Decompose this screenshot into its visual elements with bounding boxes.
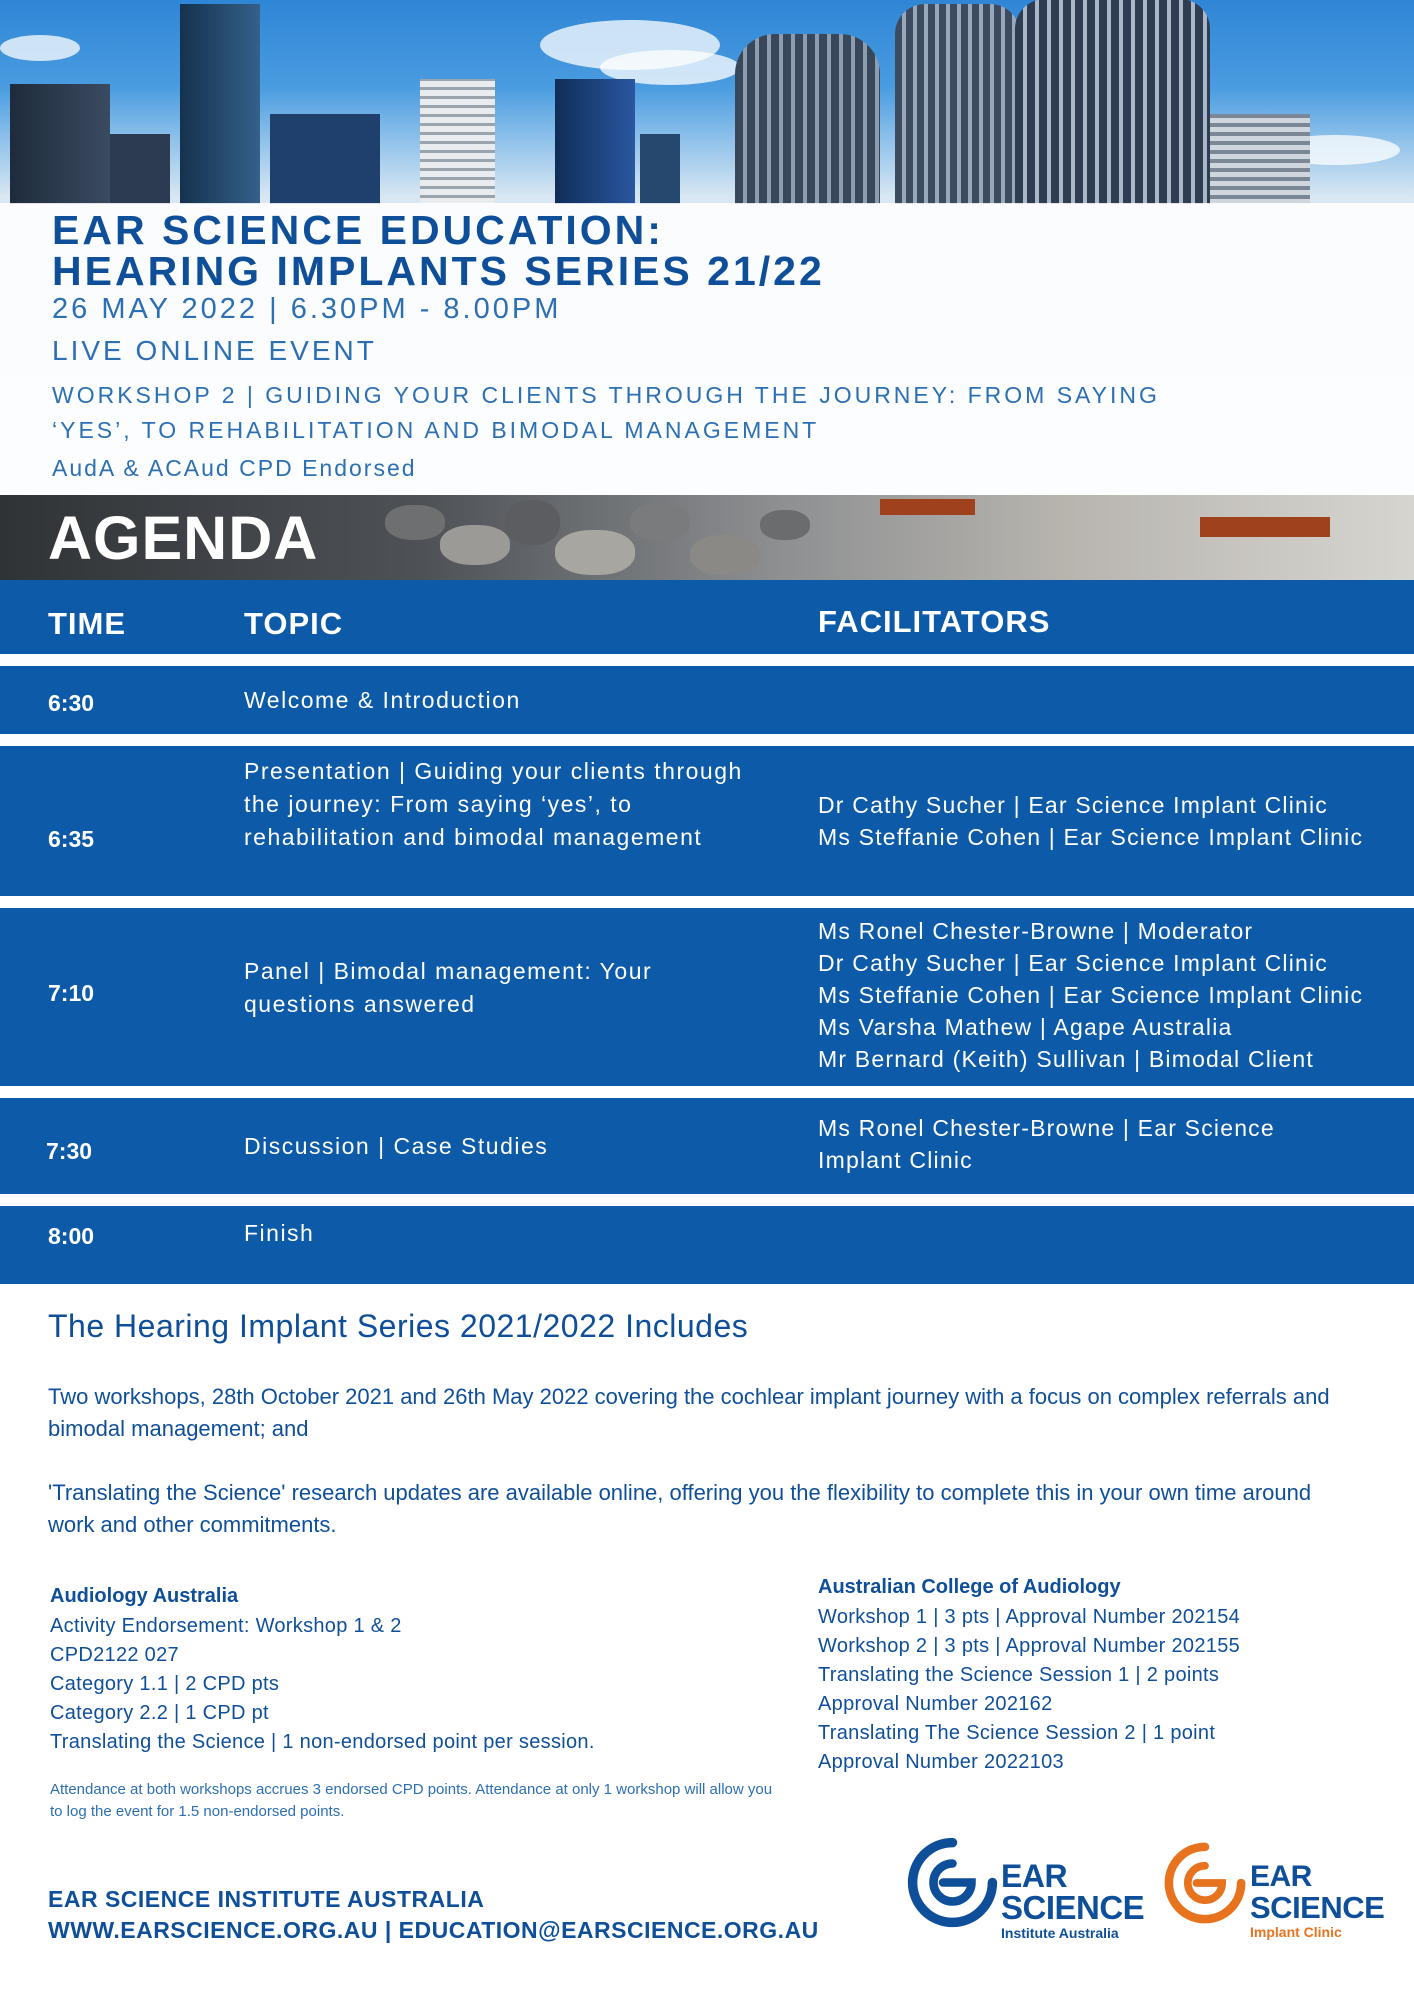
institute-logo-wordmark <box>1001 1858 1145 1926</box>
clinic-logo-line2: SCIENCE <box>1250 1890 1385 1925</box>
agenda-time: 7:10 <box>48 980 95 1006</box>
facilitator: Ms Steffanie Cohen | Ear Science Implant Clinic <box>818 824 1364 850</box>
agenda-header-row <box>0 580 1414 654</box>
audiology-australia-details <box>50 1612 595 1757</box>
footer-org-name: EAR SCIENCE INSTITUTE AUSTRALIA <box>48 1886 485 1912</box>
agenda-time: 8:00 <box>48 1223 95 1249</box>
agenda-row <box>0 908 1414 1086</box>
agenda-topic: Discussion | Case Studies <box>244 1133 549 1159</box>
acaud-details <box>818 1603 1240 1777</box>
cpd-line: Workshop 1 | 3 pts | Approval Number 202154 <box>818 1606 1241 1628</box>
agenda-topic: Finish <box>244 1220 315 1246</box>
agenda-topic: Welcome & Introduction <box>244 687 521 713</box>
agenda-facilitators <box>818 789 1363 853</box>
cpd-line: Translating the Science Session 1 | 2 points <box>818 1664 1220 1686</box>
institute-logo-subtitle: Institute Australia <box>1001 1925 1119 1941</box>
attendance-note: Attendance at both workshops accrues 3 endorsed CPD points. Attendance at only 1 workshop will allow you to log the event for 1.5 non-endorsed points. <box>50 1781 773 1820</box>
agenda-time: 7:30 <box>46 1138 93 1164</box>
facilitator: Implant Clinic <box>818 1147 973 1173</box>
event-title-line1: EAR SCIENCE EDUCATION: <box>52 207 664 253</box>
clinic-logo-subtitle: Implant Clinic <box>1250 1924 1342 1940</box>
series-paragraph-workshops: Two workshops, 28th October 2021 and 26th May 2022 covering the cochlear implant journey with a focus on complex referrals and bimodal management; and <box>48 1384 1330 1441</box>
facilitator: Ms Ronel Chester-Browne | Moderator <box>818 918 1254 944</box>
event-title-line2: HEARING IMPLANTS SERIES 21/22 <box>52 248 825 294</box>
agenda-facilitators <box>818 1112 1275 1176</box>
agenda-time: 6:35 <box>48 826 95 852</box>
cpd-line: Approval Number 2022103 <box>818 1751 1064 1773</box>
cpd-line: Workshop 2 | 3 pts | Approval Number 202155 <box>818 1635 1241 1657</box>
institute-logo-icon <box>905 1835 1000 1930</box>
ear-science-institute-logo <box>905 1835 1145 1945</box>
agenda-row <box>0 1206 1414 1284</box>
facilitator: Ms Ronel Chester-Browne | Ear Science <box>818 1115 1275 1141</box>
footer-contact-links[interactable]: WWW.EARSCIENCE.ORG.AU | EDUCATION@EARSCIENCE.ORG.AU <box>48 1917 819 1943</box>
acaud-heading: Australian College of Audiology <box>818 1576 1121 1598</box>
cpd-line: Category 2.2 | 1 CPD pt <box>50 1702 269 1724</box>
institute-logo-line1: EAR <box>1001 1858 1068 1894</box>
workshop-title-line1: WORKSHOP 2 | GUIDING YOUR CLIENTS THROUGH THE JOURNEY: FROM SAYING <box>52 382 1160 408</box>
cpd-line: Approval Number 202162 <box>818 1693 1053 1715</box>
cpd-line: Translating The Science Session 2 | 1 point <box>818 1722 1216 1744</box>
facilitator: Dr Cathy Sucher | Ear Science Implant Clinic <box>818 792 1329 818</box>
event-type: LIVE ONLINE EVENT <box>52 335 377 366</box>
audiology-australia-heading: Audiology Australia <box>50 1585 239 1607</box>
clinic-logo-icon <box>1162 1840 1248 1926</box>
agenda-title: AGENDA <box>48 504 319 572</box>
cpd-line: Translating the Science | 1 non-endorsed point per session. <box>50 1731 595 1753</box>
cpd-line: Category 1.1 | 2 CPD pts <box>50 1673 280 1695</box>
facilitator: Ms Steffanie Cohen | Ear Science Implant Clinic <box>818 982 1364 1008</box>
agenda-facilitators <box>818 915 1363 1075</box>
series-heading: The Hearing Implant Series 2021/2022 Includes <box>48 1308 749 1344</box>
ear-science-implant-clinic-logo <box>1162 1840 1402 1950</box>
column-header-time: TIME <box>48 606 127 641</box>
facilitator: Dr Cathy Sucher | Ear Science Implant Clinic <box>818 950 1329 976</box>
cpd-line: Activity Endorsement: Workshop 1 & 2 <box>50 1615 402 1637</box>
cpd-line: CPD2122 027 <box>50 1644 179 1666</box>
workshop-title <box>52 378 1160 448</box>
agenda-row <box>0 666 1414 734</box>
series-paragraph-translating: 'Translating the Science' research updates are available online, offering you the flexibility to complete this in your own time around work and other commitments. <box>48 1480 1312 1537</box>
facilitator: Ms Varsha Mathew | Agape Australia <box>818 1014 1233 1040</box>
institute-logo-line2: SCIENCE <box>1001 1889 1145 1926</box>
column-header-facilitators: FACILITATORS <box>818 604 1051 639</box>
facilitator: Mr Bernard (Keith) Sullivan | Bimodal Client <box>818 1046 1314 1072</box>
column-header-topic: TOPIC <box>244 606 344 641</box>
agenda-row <box>0 746 1414 896</box>
clinic-logo-wordmark <box>1250 1861 1384 1923</box>
workshop-title-line2: ‘YES’, TO REHABILITATION AND BIMODAL MANAGEMENT <box>52 417 820 443</box>
agenda-topic: Presentation | Guiding your clients through the journey: From saying ‘yes’, to rehabilitation and bimodal management <box>244 758 743 850</box>
clinic-logo-line1: EAR <box>1250 1860 1312 1893</box>
cpd-endorsement: AudA & ACAud CPD Endorsed <box>52 455 417 481</box>
agenda-topic: Panel | Bimodal management: Your questions answered <box>244 958 653 1017</box>
event-date-time: 26 MAY 2022 | 6.30PM - 8.00PM <box>52 293 562 325</box>
agenda-row <box>0 1098 1414 1194</box>
agenda-time: 6:30 <box>48 690 95 716</box>
